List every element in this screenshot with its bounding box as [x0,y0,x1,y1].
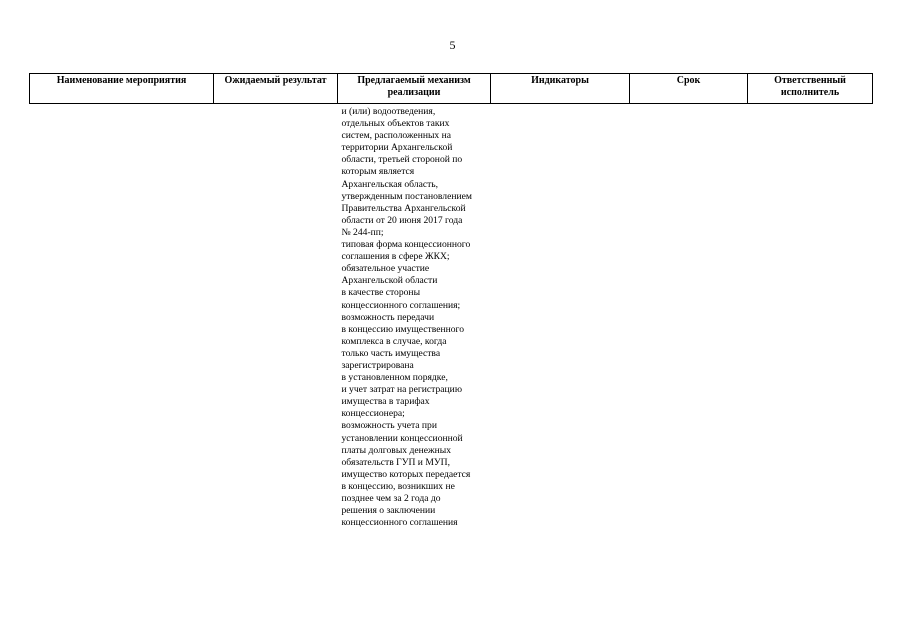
header-event-name: Наименование мероприятия [30,74,214,104]
mechanism-text-line: имущества в тарифах [341,396,430,408]
mechanism-text-line: в концессию, возникших не [341,480,455,492]
mechanism-text-line: имущество которых передается [341,468,471,480]
page-number: 5 [449,38,456,52]
mechanism-text-line: № 244-пп; [341,226,384,238]
mechanism-text-line: возможность учета при [341,420,437,432]
mechanism-text-line: только часть имущества [341,347,441,359]
mechanism-text-line: концессионного соглашения [341,517,458,529]
table-header-row [30,74,873,104]
mechanism-text-line: комплекса в случае, когда [341,335,447,347]
mechanism-text-line: решения о заключении [341,505,436,517]
cell-executor [748,104,873,530]
mechanism-text-line: которым является [341,166,415,178]
mechanism-text-line: Архангельская область, [341,178,439,190]
mechanism-text-line: Правительства Архангельской [341,202,466,214]
mechanism-text-line: возможность передачи [341,311,435,323]
mechanism-text-line: в качестве стороны [341,287,421,299]
mechanism-text-line: в концессию имущественного [341,323,465,335]
mechanism-text-line: систем, расположенных на [341,130,451,142]
mechanism-text-line: платы долговых денежных [341,444,452,456]
cell-mechanism [338,104,491,530]
header-indicators: Индикаторы [491,74,630,104]
table-row [30,104,873,530]
mechanism-text-line: Архангельской области [341,275,438,287]
header-expected-result: Ожидаемый результат [214,74,338,104]
mechanism-text-line: утвержденным постановлением [341,190,472,202]
mechanism-text-line: в установленном порядке, [341,372,448,384]
cell-expected-result [214,104,338,530]
cell-deadline [630,104,748,530]
mechanism-text-line: обязательное участие [341,263,430,275]
header-executor: Ответственный исполнитель [748,74,873,104]
mechanism-text-line: типовая форма концессионного [341,239,471,251]
mechanism-text-line: концессионера; [341,408,405,420]
plan-table [29,73,873,529]
mechanism-text-line: области от 20 июня 2017 года [341,214,463,226]
mechanism-text-line: области, третьей стороной по [341,154,463,166]
mechanism-text-line: и учет затрат на регистрацию [341,384,462,396]
mechanism-text-line: и (или) водоотведения, [341,106,436,117]
cell-event-name [30,104,214,530]
cell-indicators [491,104,630,530]
header-deadline: Срок [630,74,748,104]
mechanism-text-line: концессионного соглашения; [341,299,461,311]
mechanism-text-line: зарегистрирована [341,359,414,371]
mechanism-text-line: отдельных объектов таких [341,118,450,130]
mechanism-text-line: соглашения в сфере ЖКХ; [341,251,450,263]
mechanism-text-line: территории Архангельской [341,142,453,154]
mechanism-text-line: обязательств ГУП и МУП, [341,456,450,468]
header-mechanism: Предлагаемый механизм реализации [338,74,491,104]
mechanism-text-line: установлении концессионной [341,432,463,444]
mechanism-text-line: позднее чем за 2 года до [341,493,441,504]
